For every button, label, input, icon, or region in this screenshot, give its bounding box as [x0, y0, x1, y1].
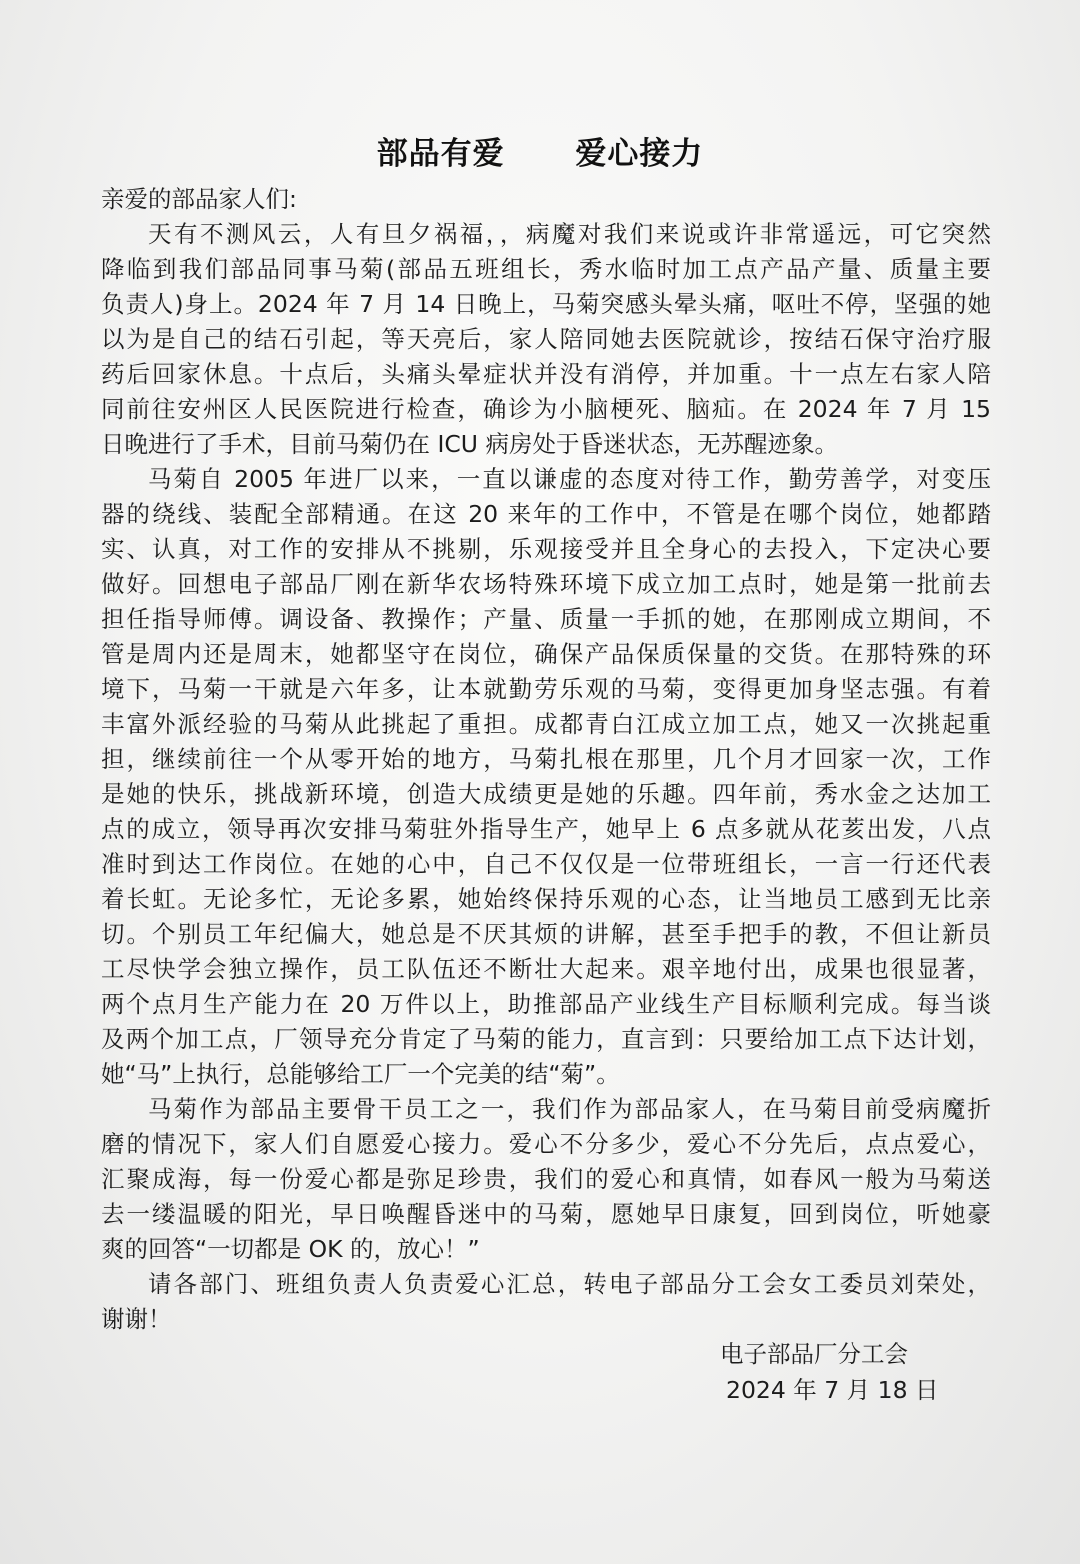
paragraph-line: 降临到我们部品同事马菊(部品五班组长，秀水临时加工点产品产量、质量主要 [101, 255, 991, 283]
paragraph-line: 两个点月生产能力在 20 万件以上，助推部品产业线生产目标顺利完成。每当谈 [101, 990, 991, 1018]
signature-date: 2024 年 7 月 18 日 [726, 1376, 939, 1404]
paragraph-line: 做好。回想电子部品厂刚在新华农场特殊环境下成立加工点时，她是第一批前去 [101, 570, 991, 598]
paragraph-line: 着长虹。无论多忙，无论多累，她始终保持乐观的心态，让当地员工感到无比亲 [101, 885, 991, 913]
paragraph-3 [101, 1092, 991, 1267]
paragraph-line: 请各部门、班组负责人负责爱心汇总，转电子部品分工会女工委员刘荣处， [148, 1270, 991, 1298]
paragraph-line: 药后回家休息。十点后，头痛头晕症状并没有消停，并加重。十一点左右家人陪 [101, 360, 991, 388]
paragraph-line: 同前往安州区人民医院进行检查，确诊为小脑梗死、脑疝。在 2024 年 7 月 15 [101, 395, 991, 423]
paragraph-line: 磨的情况下，家人们自愿爱心接力。爱心不分多少，爱心不分先后，点点爱心， [101, 1130, 991, 1158]
paragraph-line: 马菊作为部品主要骨干员工之一，我们作为部品家人，在马菊目前受病魔折 [148, 1095, 991, 1123]
paragraph-line: 切。个别员工年纪偏大，她总是不厌其烦的讲解，甚至手把手的教，不但让新员 [101, 920, 991, 948]
paragraph-line: 爽的回答“一切都是 OK 的，放心！” [101, 1235, 480, 1263]
paragraph-line: 汇聚成海，每一份爱心都是弥足珍贵，我们的爱心和真情，如春风一般为马菊送 [101, 1165, 991, 1193]
paragraph-line: 丰富外派经验的马菊从此挑起了重担。成都青白江成立加工点，她又一次挑起重 [101, 710, 991, 738]
paragraph-line: 器的绕线、装配全部精通。在这 20 来年的工作中，不管是在哪个岗位，她都踏 [101, 500, 991, 528]
paragraph-2 [101, 462, 991, 1092]
greeting: 亲爱的部品家人们: [101, 185, 297, 213]
letter-body [101, 182, 991, 1337]
paragraph-line: 马菊自 2005 年进厂以来，一直以谦虚的态度对待工作，勤劳善学，对变压 [148, 465, 991, 493]
paragraph-line: 天有不测风云，人有旦夕祸福，，病魔对我们来说或许非常遥远，可它突然 [148, 220, 991, 248]
paragraph-line: 点的成立，领导再次安排马菊驻外指导生产，她早上 6 点多就从花荄出发，八点 [101, 815, 991, 843]
paragraph-line: 谢谢！ [101, 1305, 172, 1333]
paragraph-line: 日晚进行了手术，目前马菊仍在 ICU 病房处于昏迷状态，无苏醒迹象。 [101, 430, 838, 458]
paragraph-line: 担，继续前往一个从零开始的地方，马菊扎根在那里，几个月才回家一次，工作 [101, 745, 991, 773]
page-title: 部品有爱 爱心接力 [376, 136, 704, 172]
signature-block [700, 1336, 940, 1408]
paragraph-line: 实、认真，对工作的安排从不挑剔，乐观接受并且全身心的去投入，下定决心要 [101, 535, 991, 563]
paragraph-line: 负责人)身上。2024 年 7 月 14 日晚上，马菊突感头晕头痛，呕吐不停，坚强的她 [101, 290, 991, 318]
paragraph-line: 工尽快学会独立操作，员工队伍还不断壮大起来。艰辛地付出，成果也很显著， [101, 955, 991, 983]
paragraph-line: 及两个加工点，厂领导充分肯定了马菊的能力，直言到：只要给加工点下达计划， [101, 1025, 991, 1053]
paragraph-line: 担任指导师傅。调设备、教操作；产量、质量一手抓的她，在那刚成立期间，不 [101, 605, 991, 633]
paragraph-4 [101, 1267, 991, 1337]
paragraph-line: 境下，马菊一干就是六年多，让本就勤劳乐观的马菊，变得更加身坚志强。有着 [101, 675, 991, 703]
paragraph-line: 管是周内还是周末，她都坚守在岗位，确保产品保质保量的交货。在那特殊的环 [101, 640, 991, 668]
paragraph-line: 她“马”上执行，总能够给工厂一个完美的结“菊”。 [101, 1060, 620, 1088]
paragraph-line: 以为是自己的结石引起，等天亮后，家人陪同她去医院就诊，按结石保守治疗服 [101, 325, 991, 353]
paragraph-line: 去一缕温暖的阳光，早日唤醒昏迷中的马菊，愿她早日康复，回到岗位，听她豪 [101, 1200, 991, 1228]
signature-organization: 电子部品厂分工会 [720, 1340, 908, 1368]
paragraph-line: 准时到达工作岗位。在她的心中，自己不仅仅是一位带班组长，一言一行还代表 [101, 850, 991, 878]
paragraph-line: 是她的快乐，挑战新环境，创造大成绩更是她的乐趣。四年前，秀水金之达加工 [101, 780, 991, 808]
paragraph-1 [101, 217, 991, 462]
